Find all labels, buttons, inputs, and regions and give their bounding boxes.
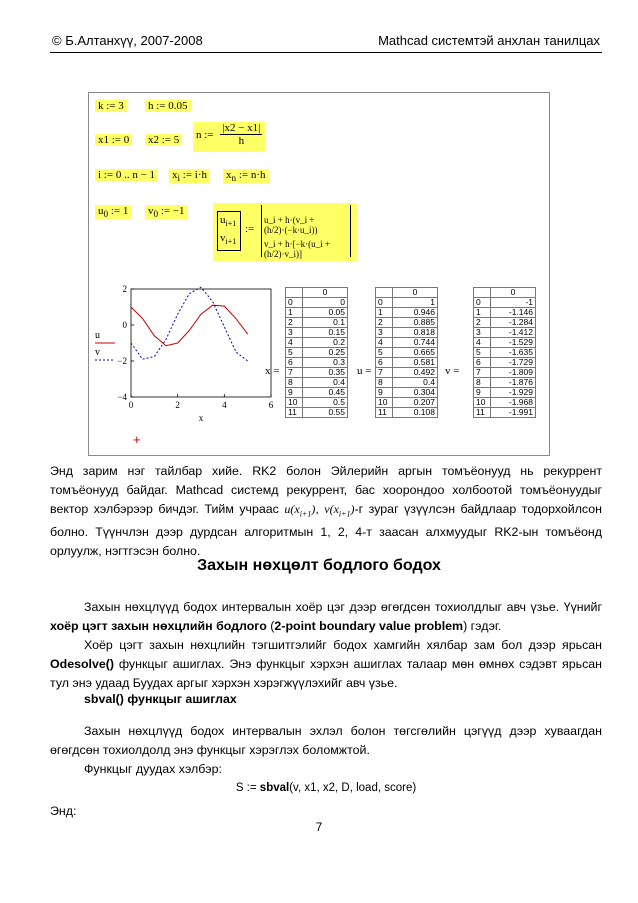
u-table-row-index: 4 (376, 338, 393, 348)
table-row (376, 318, 438, 328)
u-table-row-index: 10 (376, 398, 393, 408)
x-table-row-index: 9 (286, 388, 303, 398)
lhs-v-base: v (220, 232, 226, 244)
x-table-corner-cell (286, 288, 303, 298)
table-row (474, 408, 536, 418)
x-axis-label: x (198, 413, 204, 423)
lhs-vector (217, 211, 241, 251)
u-table-row-value: 0.665 (393, 348, 438, 358)
table-row (286, 388, 348, 398)
v-table-row-index: 11 (474, 408, 491, 418)
header-title: Mathcad системтэй анхлан танилцах (378, 33, 600, 48)
v-table-row-value: -1.876 (491, 378, 536, 388)
v-table-row-value: -1 (491, 298, 536, 308)
paragraph-2 (50, 598, 602, 636)
u-table-row-value: 0.304 (393, 388, 438, 398)
x-table-row-index: 2 (286, 318, 303, 328)
u-table-row-index: 8 (376, 378, 393, 388)
x-table-label: x = (265, 365, 280, 377)
para2-text-a: Захын нөхцлүүд бодох интервалын хоёр цэг дээр өгөгдсөн тохиолдлыг авч үзье. Үүнийг (84, 600, 602, 614)
u-table-row-index: 11 (376, 408, 393, 418)
y-tick-label: 0 (122, 320, 127, 330)
table-row (376, 398, 438, 408)
recurrence-assign: := (245, 223, 255, 235)
para2-text-c: ) гэдэг. (463, 619, 502, 633)
uv-chart (89, 283, 279, 453)
x-table-row-value: 0.5 (303, 398, 348, 408)
table-row (286, 338, 348, 348)
v-table-row-index: 1 (474, 308, 491, 318)
u-table-row-index: 0 (376, 298, 393, 308)
x-tick-label: 2 (175, 400, 180, 410)
table-row (286, 348, 348, 358)
u-expr-close: ) (311, 502, 316, 516)
x-table-row-value: 0.55 (303, 408, 348, 418)
u-table-corner-cell (376, 288, 393, 298)
section-title: Захын нөхцөлт бодлого бодох (197, 557, 441, 574)
sbval-formula (50, 779, 602, 798)
para1-text-b: -г зураг үзүүлсэн байдлаар тодорхойлсон болно. Түүнчлэн дээр дурдсан алгоритмын 1, 2, 4-т заасан алхмуудыг RK2-ын томъёонд орлуулж, нэгтгэсэн болно. (50, 502, 603, 559)
subsection-title: sbval() функцыг ашиглах (84, 692, 237, 706)
u-table-row-index: 9 (376, 388, 393, 398)
u0-base: u (98, 205, 104, 217)
table-row (286, 308, 348, 318)
table-row (474, 348, 536, 358)
v-table-row-index: 8 (474, 378, 491, 388)
x-table-row-value: 0.2 (303, 338, 348, 348)
header-author: © Б.Алтанхүү, 2007-2008 (52, 33, 203, 48)
v-table-row-value: -1.991 (491, 408, 536, 418)
v-table-label: v = (445, 365, 460, 377)
chart-series (131, 287, 248, 361)
x-table-row-index: 4 (286, 338, 303, 348)
xi-sub: i (177, 173, 181, 184)
u-table-row-value: 0.492 (393, 368, 438, 378)
v-table-row-index: 2 (474, 318, 491, 328)
v-table-row-index: 6 (474, 358, 491, 368)
table-row (474, 388, 536, 398)
u-table-row-index: 2 (376, 318, 393, 328)
rhs-row-u: u_i + h·(v_i + (h/2)·(−k·u_i)) (264, 215, 318, 235)
paragraph-3 (50, 636, 602, 693)
x1-definition: x1 := 0 (95, 134, 132, 146)
para3-bold-func: Odesolve() (50, 657, 115, 671)
u0-definition (95, 205, 131, 219)
series-line-v (131, 287, 248, 361)
xi-rhs: := i·h (182, 169, 208, 181)
formula-func: sbval (259, 782, 290, 794)
table-row (474, 368, 536, 378)
table-row (286, 298, 348, 308)
u-table-row-index: 7 (376, 368, 393, 378)
y-tick-label: −2 (117, 356, 127, 366)
rhs-vector (261, 205, 351, 257)
u-table-row-value: 0.207 (393, 398, 438, 408)
table-row (474, 358, 536, 368)
v-table-row-value: -1.729 (491, 358, 536, 368)
u-table-row-value: 0.818 (393, 328, 438, 338)
table-row (286, 368, 348, 378)
formula-args: (v, x1, x2, D, load, score) (289, 782, 417, 794)
u-expr-base: u(x (284, 502, 300, 516)
n-lhs: n := (196, 128, 214, 141)
x2-definition: x2 := 5 (145, 134, 182, 146)
x-table-row-index: 0 (286, 298, 303, 308)
v-table-row-index: 0 (474, 298, 491, 308)
para3-text-a: Хоёр цэгт захын нөхцлийн тэгшитгэлийг бодох хамгийн хялбар зам бол дээр ярьсан (84, 638, 602, 652)
x-table-row-value: 0.25 (303, 348, 348, 358)
y-tick-label: 2 (122, 284, 127, 294)
para2-text-b: ( (266, 619, 275, 633)
lhs-v-sub: i+1 (225, 237, 237, 247)
xn-sub: n (231, 173, 237, 184)
v-table-row-value: -1.635 (491, 348, 536, 358)
table-row (376, 388, 438, 398)
u-table-row-value: 1 (393, 298, 438, 308)
x-table-row-value: 0.4 (303, 378, 348, 388)
xi-definition (169, 169, 210, 183)
para2-bold-english: 2-point boundary value problem (274, 619, 464, 633)
x-table-row-value: 0.35 (303, 368, 348, 378)
n-fraction (220, 122, 262, 147)
x-table-row-index: 7 (286, 368, 303, 378)
header-rule (50, 52, 602, 53)
table-row (286, 398, 348, 408)
chart-axes (117, 284, 273, 423)
table-row (376, 298, 438, 308)
v0-sub: 0 (153, 209, 159, 220)
x-table-row-index: 10 (286, 398, 303, 408)
v-table-row-index: 10 (474, 398, 491, 408)
x-table-row-value: 0.45 (303, 388, 348, 398)
v-table-row-value: -1.529 (491, 338, 536, 348)
v-table-row-index: 4 (474, 338, 491, 348)
v-expression (324, 502, 355, 519)
table-row (474, 328, 536, 338)
para2-bold-term: хоёр цэгт захын нөхцлийн бодлого (50, 619, 267, 633)
mathcad-worksheet (88, 92, 550, 456)
v-table-row-index: 7 (474, 368, 491, 378)
u-table-row-value: 0.108 (393, 408, 438, 418)
n-denominator: h (238, 135, 245, 147)
i-range: i := 0 .. n − 1 (95, 169, 158, 181)
x-table-row-value: 0.3 (303, 358, 348, 368)
xn-base: x (226, 169, 232, 181)
table-row (474, 298, 536, 308)
u0-rhs: := 1 (110, 205, 129, 217)
table-row (474, 378, 536, 388)
v-table-row-value: -1.929 (491, 388, 536, 398)
table-row (376, 358, 438, 368)
xn-definition (223, 169, 269, 183)
x-table-row-index: 1 (286, 308, 303, 318)
x-table-row-index: 3 (286, 328, 303, 338)
x-tick-label: 4 (222, 400, 227, 410)
paragraph-4: Захын нөхцлүүд бодох интервалын эхлэл болон төгсгөлийн цэгүүд дээр хуваагдан өгөгдсөн тохиолдолд энэ функцыг хэрэглэх боломжтой. (50, 724, 602, 757)
u-expr-sub: i+1 (299, 509, 312, 519)
x-table-row-index: 8 (286, 378, 303, 388)
v0-base: v (148, 205, 154, 217)
u-table-row-value: 0.744 (393, 338, 438, 348)
table-row (474, 318, 536, 328)
x-table-row-value: 0.05 (303, 308, 348, 318)
paragraph-5: Функцыг дуудах хэлбэр: (84, 762, 222, 776)
page-number: 7 (315, 820, 323, 834)
x-tick-label: 6 (268, 400, 274, 410)
table-row (376, 328, 438, 338)
table-row (286, 328, 348, 338)
v-expr-sub: i+1 (338, 509, 351, 519)
v-table-row-index: 9 (474, 388, 491, 398)
v-expr-base: v(x (324, 502, 339, 516)
x-table (285, 287, 348, 418)
v-table (473, 287, 536, 418)
lhs-v (220, 232, 236, 246)
x-table-row-value: 0 (303, 298, 348, 308)
u-table-row-index: 6 (376, 358, 393, 368)
v-table-row-value: -1.412 (491, 328, 536, 338)
v0-rhs: := −1 (160, 205, 185, 217)
table-row (286, 318, 348, 328)
paragraph-6: Энд: (50, 804, 77, 818)
u-table-row-index: 3 (376, 328, 393, 338)
v-expr-close: ) (350, 502, 355, 516)
u-table-row-index: 5 (376, 348, 393, 358)
table-row (376, 308, 438, 318)
formula-lhs: S := (235, 782, 260, 794)
table-row (474, 398, 536, 408)
plot-frame (131, 289, 271, 397)
u-table-row-value: 0.4 (393, 378, 438, 388)
x-table-row-index: 5 (286, 348, 303, 358)
para3-text-b: функцыг ашиглах. Энэ функцыг хэрхэн ашиглах талаар мөн өмнөх сэдэвт ярьсан тул энэ удаад Буудах аргыг хэрхэн хэрэгжүүлэхийг авч үзье. (50, 657, 602, 690)
x-table-row-index: 6 (286, 358, 303, 368)
u0-sub: 0 (103, 209, 109, 220)
table-row (286, 408, 348, 418)
lhs-u (220, 214, 236, 228)
v-table-column-header: 0 (491, 288, 536, 298)
table-row (376, 348, 438, 358)
table-row (376, 378, 438, 388)
x-table-column-header: 0 (303, 288, 348, 298)
v-table-row-value: -1.284 (491, 318, 536, 328)
legend-u-label: u (95, 330, 100, 341)
v-table-row-value: -1.809 (491, 368, 536, 378)
table-row (286, 358, 348, 368)
n-definition (193, 122, 265, 152)
para1-comma: , (315, 502, 325, 516)
v-table-row-index: 5 (474, 348, 491, 358)
lhs-u-base: u (220, 214, 226, 226)
v-table-corner-cell (474, 288, 491, 298)
table-row (474, 338, 536, 348)
v-table-row-value: -1.968 (491, 398, 536, 408)
recurrence-formula (213, 203, 357, 261)
k-definition: k := 3 (95, 100, 127, 112)
u-table-column-header: 0 (393, 288, 438, 298)
table-row (474, 308, 536, 318)
paragraph-1 (50, 462, 602, 561)
v-table-row-value: -1.146 (491, 308, 536, 318)
xi-base: x (172, 169, 178, 181)
x-table-row-value: 0.1 (303, 318, 348, 328)
x-table-row-index: 11 (286, 408, 303, 418)
n-numerator: |x2 − x1| (222, 122, 261, 134)
v0-definition (145, 205, 188, 219)
v-table-row-index: 3 (474, 328, 491, 338)
xn-rhs: := n·h (238, 169, 266, 181)
legend-v-label: v (95, 347, 100, 358)
table-row (376, 368, 438, 378)
rhs-row-v: v_i + h·[−k·(u_i + (h/2)·v_i)] (264, 239, 330, 259)
para1-text-a: Энд зарим нэг тайлбар хийе. RK2 болон Эйлерийн аргын томъёонууд нь рекуррент томъёонууд байдаг. Mathcad системд рекуррент, бас хоорондоо холбоотой томъёонуудыг вектор хэлбэрээр бичдэг. Тийм учраас (50, 464, 602, 516)
y-tick-label: −4 (117, 392, 127, 402)
table-row (376, 338, 438, 348)
u-table-row-value: 0.946 (393, 308, 438, 318)
cursor-crosshair-icon: + (133, 432, 141, 447)
h-definition: h := 0.05 (145, 100, 191, 112)
u-table-row-value: 0.581 (393, 358, 438, 368)
table-row (286, 378, 348, 388)
x-tick-label: 0 (128, 400, 134, 410)
u-table-row-value: 0.885 (393, 318, 438, 328)
u-expression (284, 502, 316, 519)
u-table (375, 287, 438, 418)
x-table-row-value: 0.15 (303, 328, 348, 338)
u-table-label: u = (357, 365, 372, 377)
u-table-row-index: 1 (376, 308, 393, 318)
lhs-u-sub: i+1 (225, 219, 237, 229)
table-row (376, 408, 438, 418)
